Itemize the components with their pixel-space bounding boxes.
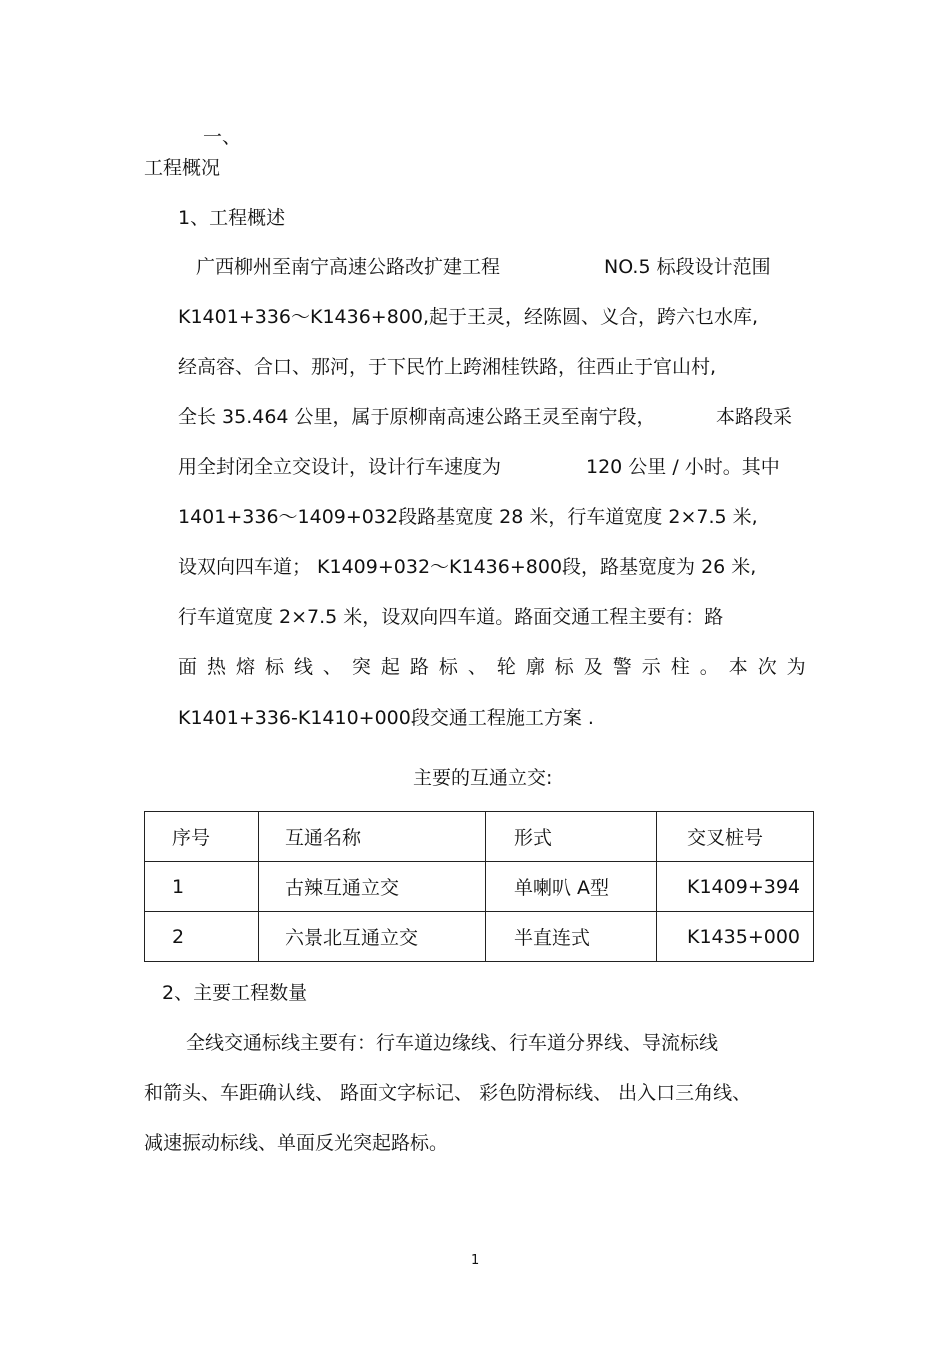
table-cell: 古辣互通立交 xyxy=(259,862,486,912)
char: 标 xyxy=(264,656,284,678)
char: 。 xyxy=(699,656,719,678)
heading-title: 工程概况 xyxy=(144,157,221,179)
table-header-cell: 互通名称 xyxy=(259,812,486,862)
table-header-cell: 形式 xyxy=(486,812,657,862)
char: 标 xyxy=(554,656,574,678)
para-line: 用全封闭全立交设计，设计行车速度为 xyxy=(178,456,502,478)
table-cell: 单喇叭 A型 xyxy=(486,862,657,912)
para-line: 全长 35.464 公里，属于原柳南高速公路王灵至南宁段， xyxy=(178,406,656,428)
char: 、 xyxy=(467,656,487,678)
heading-numeral: 一、 xyxy=(203,126,242,148)
char: 面 xyxy=(178,656,198,678)
para-line: 1401+336～1409+032段路基宽度 28 米，行车道宽度 2×7.5 米, xyxy=(178,506,758,528)
table-header-row xyxy=(145,812,814,862)
char: 突 xyxy=(351,656,371,678)
char: 熔 xyxy=(235,656,255,678)
para-line-justified xyxy=(178,652,806,679)
para-line xyxy=(196,252,500,279)
char: 本 xyxy=(728,656,748,678)
table-cell: 1 xyxy=(145,862,259,912)
interchange-table xyxy=(144,811,814,962)
char: 及 xyxy=(583,656,603,678)
para-line: 和箭头、车距确认线、 路面文字标记、 彩色防滑标线、 出入口三角线、 xyxy=(144,1082,752,1104)
table-cell: K1435+000 xyxy=(657,912,814,962)
char: 热 xyxy=(206,656,226,678)
table-header-cell: 交叉桩号 xyxy=(657,812,814,862)
char: 、 xyxy=(322,656,342,678)
table-cell: 2 xyxy=(145,912,259,962)
para-line: 本路段采 xyxy=(716,406,793,428)
para-line-text: NO.5 标段设计范围 xyxy=(604,256,771,278)
char: 警 xyxy=(612,656,632,678)
section1-title: 1、工程概述 xyxy=(178,207,286,229)
para-line: 设双向四车道； K1409+032～K1436+800段，路基宽度为 26 米, xyxy=(178,556,757,578)
table-row xyxy=(145,912,814,962)
table-cell: 半直连式 xyxy=(486,912,657,962)
char: 次 xyxy=(757,656,777,678)
char: 柱 xyxy=(670,656,690,678)
para-line: 减速振动标线、单面反光突起路标。 xyxy=(144,1132,449,1154)
para-line: 经高容、合口、那河，于下民竹上跨湘桂铁路，往西止于官山村, xyxy=(178,356,717,378)
para-line: K1401+336-K1410+000段交通工程施工方案 . xyxy=(178,707,594,729)
para-line: K1401+336～K1436+800,起于王灵，经陈圆、义合，跨六乜水库, xyxy=(178,306,759,328)
table-header-cell: 序号 xyxy=(145,812,259,862)
table-cell: K1409+394 xyxy=(657,862,814,912)
para-line xyxy=(604,252,771,279)
char: 线 xyxy=(293,656,313,678)
char: 示 xyxy=(641,656,661,678)
char: 路 xyxy=(409,656,429,678)
table-cell: 六景北互通立交 xyxy=(259,912,486,962)
para-line: 120 公里 / 小时。其中 xyxy=(586,456,780,478)
char: 为 xyxy=(786,656,806,678)
char: 起 xyxy=(380,656,400,678)
table-row xyxy=(145,862,814,912)
char: 标 xyxy=(438,656,458,678)
char: 廓 xyxy=(525,656,545,678)
page-number: 1 xyxy=(471,1253,480,1268)
table-caption: 主要的互通立交: xyxy=(413,767,553,789)
char: 轮 xyxy=(496,656,516,678)
section2-title: 2、主要工程数量 xyxy=(162,982,308,1004)
para-line-text: 广西柳州至南宁高速公路改扩建工程 xyxy=(196,256,501,278)
para-line: 行车道宽度 2×7.5 米，设双向四车道。路面交通工程主要有：路 xyxy=(178,606,724,628)
para-line: 全线交通标线主要有：行车道边缘线、行车道分界线、导流标线 xyxy=(186,1032,719,1054)
